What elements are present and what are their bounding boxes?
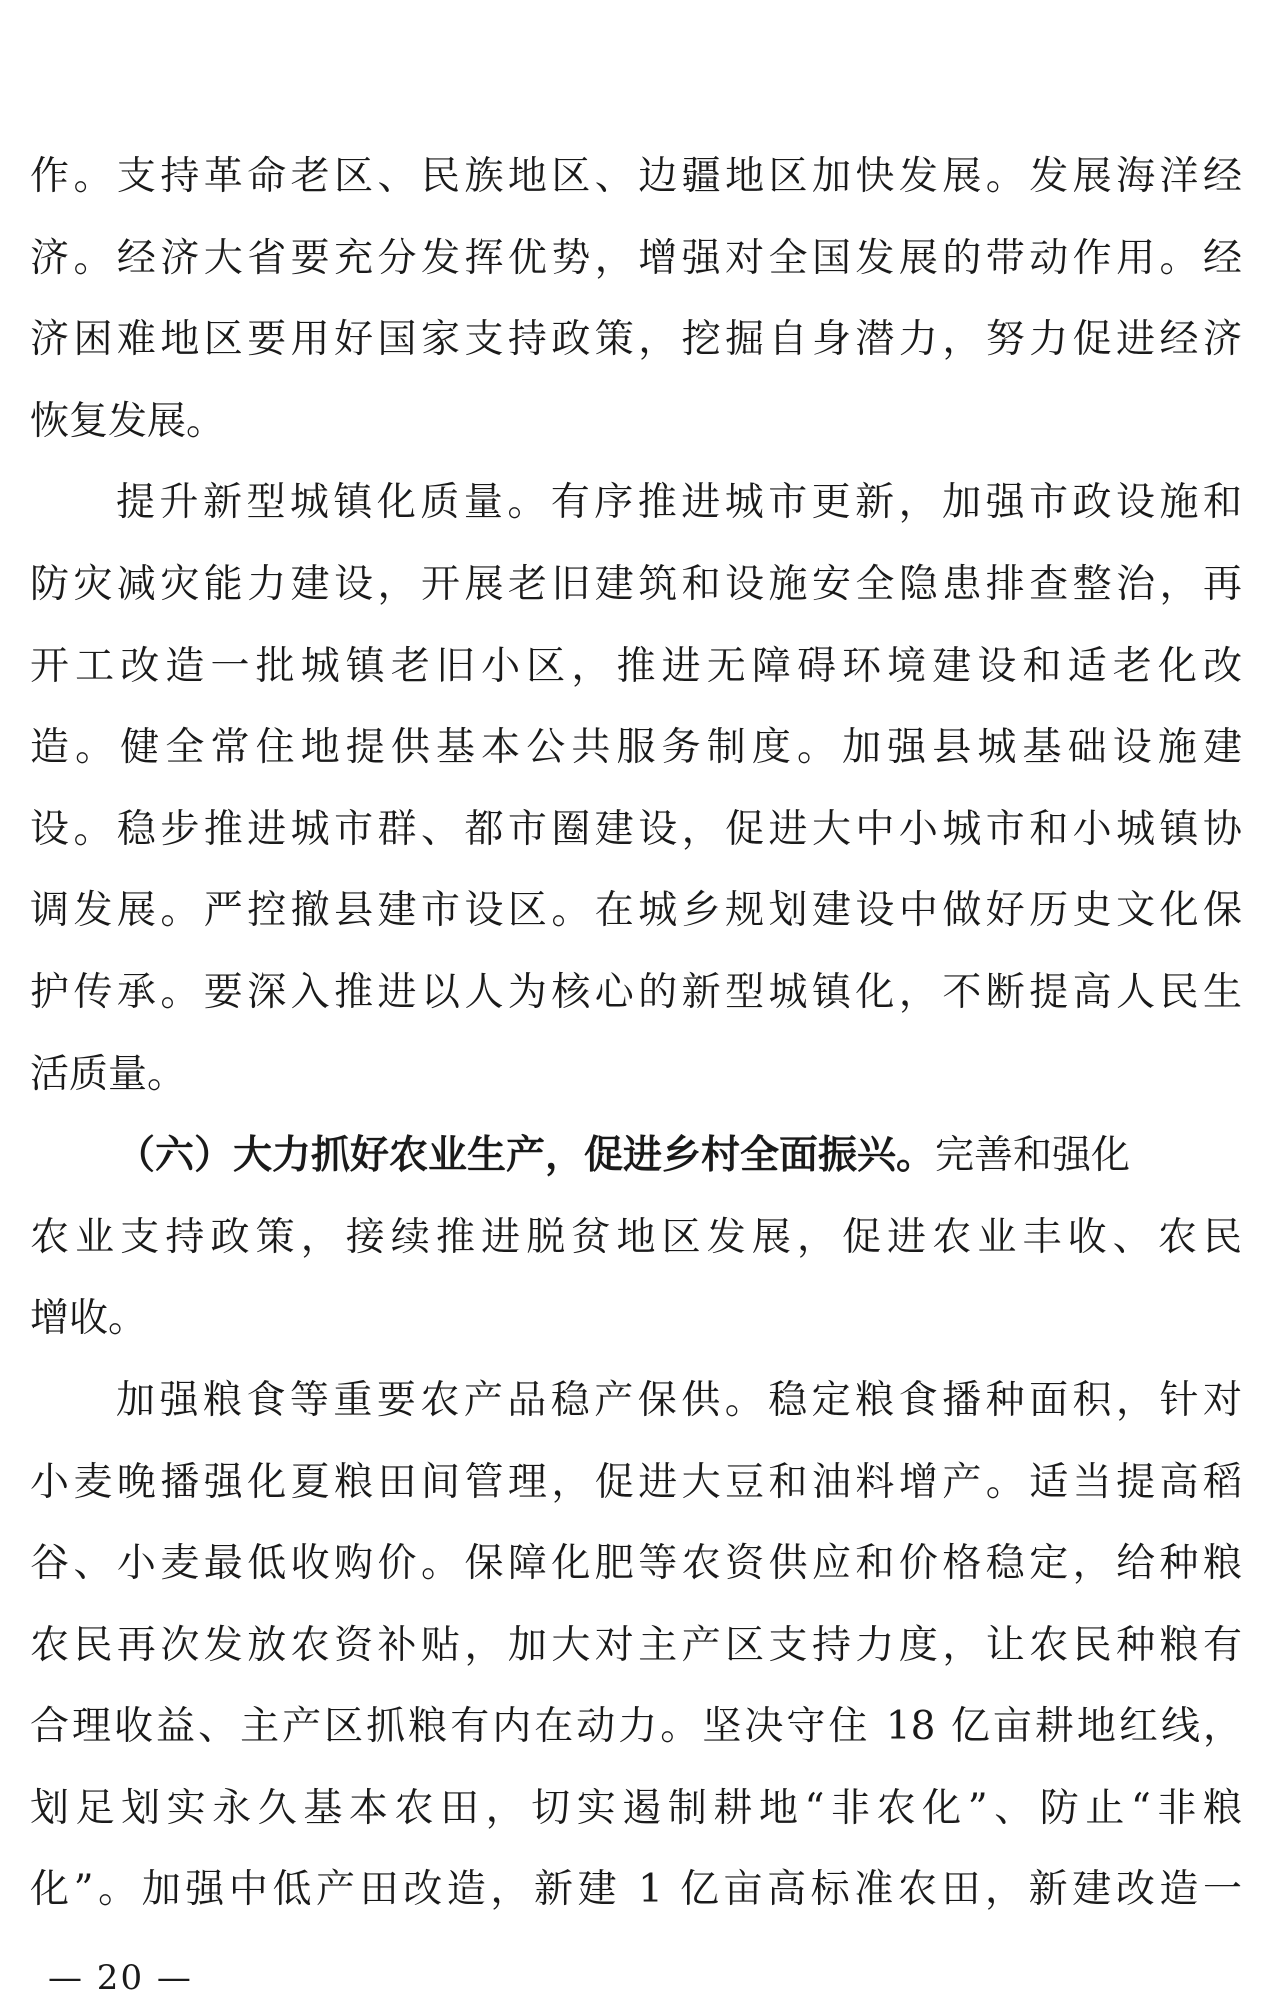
text-line: 谷、小麦最低收购价。保障化肥等农资供应和价格稳定，给种粮 [30, 1541, 1242, 1587]
text-line: 小麦晚播强化夏粮田间管理，促进大豆和油料增产。适当提高稻 [30, 1459, 1242, 1505]
document-body [30, 136, 1242, 1931]
text-line: 造。健全常住地提供基本公共服务制度。加强县城基础设施建 [30, 725, 1242, 771]
text-line: 防灾减灾能力建设，开展老旧建筑和设施安全隐患排查整治，再 [30, 561, 1242, 607]
text-line: 济。经济大省要充分发挥优势，增强对全国发展的带动作用。经 [30, 235, 1242, 281]
text-line: 开工改造一批城镇老旧小区，推进无障碍环境建设和适老化改 [30, 643, 1242, 689]
text-line: 调发展。严控撤县建市设区。在城乡规划建设中做好历史文化保 [30, 888, 1242, 934]
text-line: 农民再次发放农资补贴，加大对主产区支持力度，让农民种粮有 [30, 1622, 1242, 1668]
text-line: 护传承。要深入推进以人为核心的新型城镇化，不断提高人民生 [30, 969, 1242, 1015]
text-line: 作。支持革命老区、民族地区、边疆地区加快发展。发展海洋经 [30, 154, 1242, 199]
text-run: 完善和强化 [935, 1133, 1131, 1179]
text-line: 化”。加强中低产田改造，新建 1 亿亩高标准农田，新建改造一 [30, 1867, 1242, 1913]
page-number: — 20 — [48, 1958, 193, 1998]
section-heading: （六）大力抓好农业生产，促进乡村全面振兴。 [116, 1132, 936, 1179]
text-line: 设。稳步推进城市群、都市圈建设，促进大中小城市和小城镇协 [30, 806, 1242, 852]
text-line: 提升新型城镇化质量。有序推进城市更新，加强市政设施和 [116, 480, 1242, 526]
text-line: 增收。 [30, 1296, 148, 1342]
section-heading-line [30, 1115, 1242, 1197]
text-line: 划足划实永久基本农田，切实遏制耕地“非农化”、防止“非粮 [30, 1785, 1242, 1831]
text-line: 合理收益、主产区抓粮有内在动力。坚决守住 18 亿亩耕地红线， [30, 1704, 1242, 1750]
text-line: 恢复发展。 [30, 398, 226, 444]
text-line: 济困难地区要用好国家支持政策，挖掘自身潜力，努力促进经济 [30, 317, 1242, 363]
text-line: 农业支持政策，接续推进脱贫地区发展，促进农业丰收、农民 [30, 1214, 1242, 1260]
text-line: 加强粮食等重要农产品稳产保供。稳定粮食播种面积，针对 [116, 1377, 1242, 1423]
text-line: 活质量。 [30, 1051, 187, 1097]
